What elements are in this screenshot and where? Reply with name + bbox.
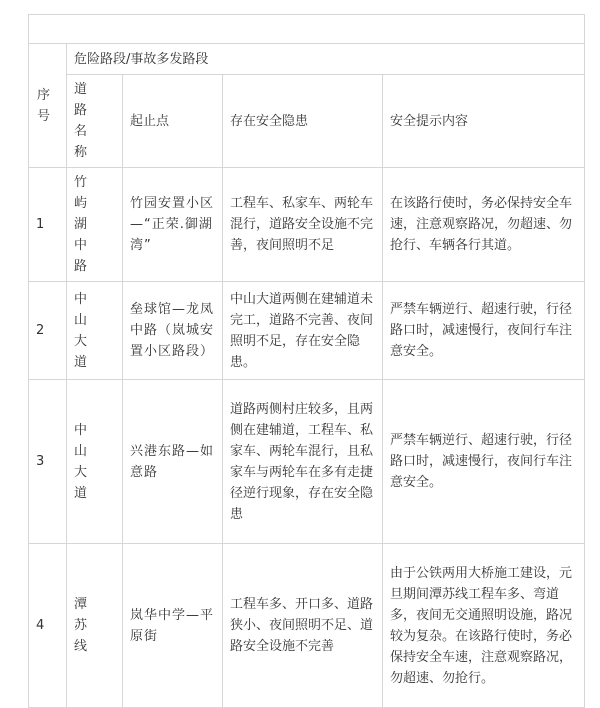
road-tip: 由于公铁两用大桥施工建设，元旦期间潭苏线工程车多、弯道多，夜间无交通照明设施，路况较为复杂。在该路行使时，务必保持安全车速，注意观察路况，勿超速、勿抢行。 bbox=[383, 544, 585, 708]
road-span: 岚华中学—平原街 bbox=[123, 544, 223, 708]
road-tip: 在该路行使时，务必保持安全车速，注意观察路况，勿超速、勿抢行、车辆各行其道。 bbox=[383, 168, 585, 282]
road-name: 竹屿湖中路 bbox=[67, 168, 123, 282]
road-name: 中山大道 bbox=[67, 282, 123, 380]
col-header-hazard: 存在安全隐患 bbox=[223, 75, 383, 168]
col-header-tip: 安全提示内容 bbox=[383, 75, 585, 168]
road-tip: 严禁车辆逆行、超速行驶，行径路口时，减速慢行，夜间行车注意安全。 bbox=[383, 380, 585, 544]
row-number: 4 bbox=[29, 544, 67, 708]
table-row bbox=[29, 282, 585, 380]
table-row bbox=[29, 380, 585, 544]
col-header-road: 道路名称 bbox=[67, 75, 123, 168]
row-number: 2 bbox=[29, 282, 67, 380]
road-hazard: 工程车多、开口多、道路狭小、夜间照明不足、道路安全设施不完善 bbox=[223, 544, 383, 708]
seq-header: 序号 bbox=[29, 44, 67, 168]
road-hazard: 中山大道两侧在建辅道未完工，道路不完善、夜间照明不足，存在安全隐患。 bbox=[223, 282, 383, 380]
road-span: 竹园安置小区—“正荣.御湖湾” bbox=[123, 168, 223, 282]
road-span: 垒球馆—龙凤中路（岚城安置小区路段） bbox=[123, 282, 223, 380]
road-name: 中山大道 bbox=[67, 380, 123, 544]
dangerous-road-table bbox=[28, 14, 585, 708]
table-row bbox=[29, 544, 585, 708]
row-number: 3 bbox=[29, 380, 67, 544]
row-number: 1 bbox=[29, 168, 67, 282]
table-row bbox=[29, 168, 585, 282]
column-header-row bbox=[29, 75, 585, 168]
group-header: 危险路段/事故多发路段 bbox=[67, 44, 585, 75]
road-name: 潭苏线 bbox=[67, 544, 123, 708]
road-tip: 严禁车辆逆行、超速行驶，行径路口时，减速慢行，夜间行车注意安全。 bbox=[383, 282, 585, 380]
col-header-span: 起止点 bbox=[123, 75, 223, 168]
group-header-row bbox=[29, 44, 585, 75]
road-hazard: 道路两侧村庄较多，且两侧在建辅道，工程车、私家车、两轮车混行，且私家车与两轮车在多有走捷径逆行现象，存在安全隐患 bbox=[223, 380, 383, 544]
road-span: 兴港东路—如意路 bbox=[123, 380, 223, 544]
table-top-blank-row bbox=[29, 15, 585, 44]
blank-cell bbox=[29, 15, 585, 44]
road-hazard: 工程车、私家车、两轮车混行，道路安全设施不完善，夜间照明不足 bbox=[223, 168, 383, 282]
